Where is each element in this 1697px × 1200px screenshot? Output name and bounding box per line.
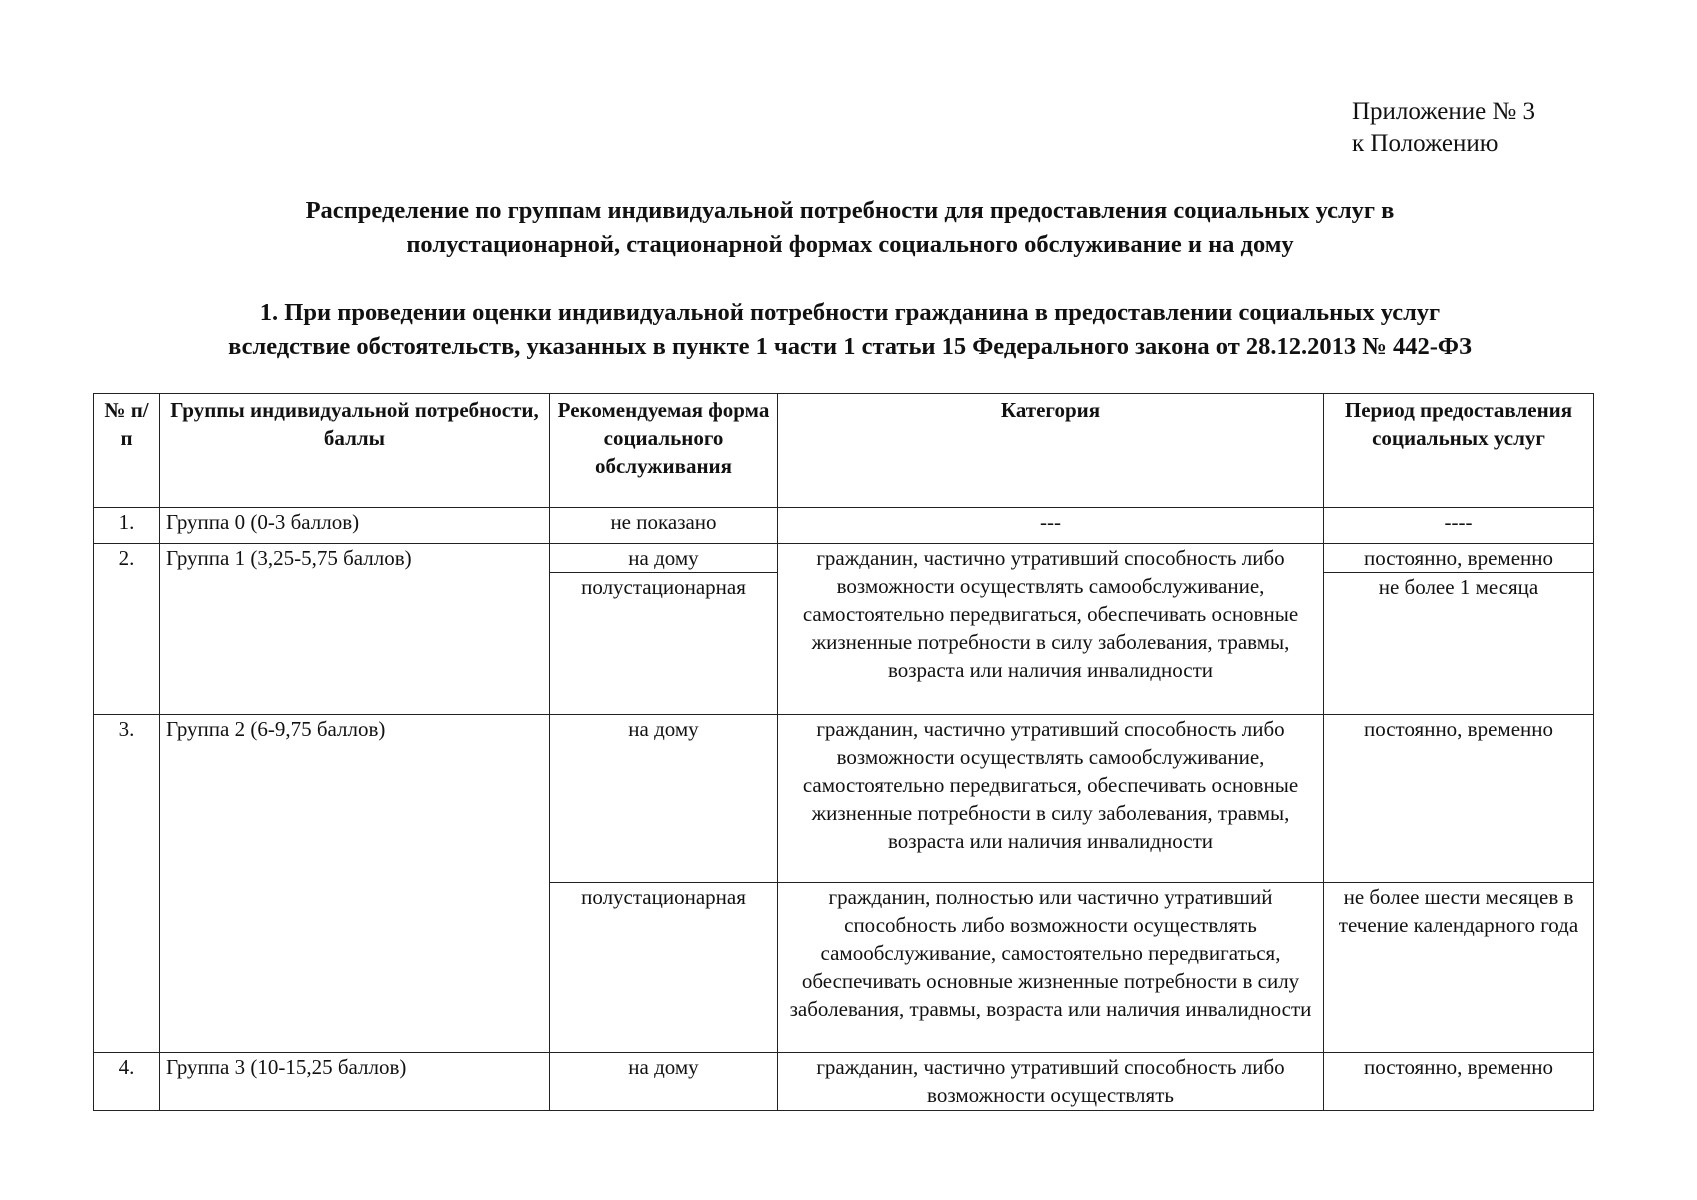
form-cell: не показано (550, 508, 778, 544)
row-number: 3. (94, 715, 160, 1053)
title-line-1: Распределение по группам индивидуальной потребности для предоставления социальных услуг в (305, 197, 1395, 224)
period-cell: постоянно, временно (1324, 544, 1594, 573)
row-number: 4. (94, 1053, 160, 1111)
category-cell: гражданин, частично утративший способность либо возможности осуществлять самообслуживание, самостоятельно передвигаться, обеспечивать основные жизненные потребности в силу заболевания, травмы, возраста или наличия инвалидности (778, 544, 1324, 715)
appendix-line-2: к Положению (1352, 130, 1499, 157)
header-period: Период предоставления социальных услуг (1324, 394, 1594, 508)
header-form: Рекомендуемая форма социального обслуживания (550, 394, 778, 508)
form-cell: на дому (550, 715, 778, 883)
category-cell: гражданин, полностью или частично утративший способность либо возможности осуществлять самообслуживание, самостоятельно передвигаться, обеспечивать основные жизненные потребности в силу заболевания, травмы, возраста или наличия инвалидности (778, 883, 1324, 1053)
form-cell: полустационарная (550, 883, 778, 1053)
document-title (95, 194, 1605, 262)
table-row (94, 715, 1594, 883)
group-cell: Группа 1 (3,25-5,75 баллов) (160, 544, 550, 715)
section-line-2: вследствие обстоятельств, указанных в пункте 1 части 1 статьи 15 Федерального закона от 28.12.2013 № 442-ФЗ (228, 333, 1472, 360)
table-row (94, 508, 1594, 544)
row-number: 2. (94, 544, 160, 715)
group-cell: Группа 3 (10-15,25 баллов) (160, 1053, 550, 1111)
groups-table (93, 393, 1594, 1111)
header-groups: Группы индивидуальной потребности, баллы (160, 394, 550, 508)
table-row (94, 1053, 1594, 1111)
row-number: 1. (94, 508, 160, 544)
period-cell: не более 1 месяца (1324, 573, 1594, 715)
section-line-1: 1. При проведении оценки индивидуальной потребности гражданина в предоставлении социальных услуг (259, 299, 1441, 326)
appendix-note (1352, 96, 1535, 160)
form-cell: полустационарная (550, 573, 778, 715)
category-cell: гражданин, частично утративший способность либо возможности осуществлять самообслуживание, самостоятельно передвигаться, обеспечивать основные жизненные потребности в силу заболевания, травмы, возраста или наличия инвалидности (778, 715, 1324, 883)
table-row (94, 544, 1594, 573)
header-num: № п/п (94, 394, 160, 508)
category-cell: --- (778, 508, 1324, 544)
form-cell: на дому (550, 1053, 778, 1111)
period-cell: постоянно, временно (1324, 715, 1594, 883)
period-cell: не более шести месяцев в течение календарного года (1324, 883, 1594, 1053)
title-line-2: полустационарной, стационарной формах социального обслуживание и на дому (406, 231, 1294, 258)
period-cell: постоянно, временно (1324, 1053, 1594, 1111)
table-header-row (94, 394, 1594, 508)
group-cell: Группа 2 (6-9,75 баллов) (160, 715, 550, 1053)
group-cell: Группа 0 (0-3 баллов) (160, 508, 550, 544)
form-cell: на дому (550, 544, 778, 573)
header-category: Категория (778, 394, 1324, 508)
section-heading (95, 296, 1605, 364)
period-cell: ---- (1324, 508, 1594, 544)
category-cell: гражданин, частично утративший способность либо возможности осуществлять (778, 1053, 1324, 1111)
appendix-line-1: Приложение № 3 (1352, 98, 1536, 125)
